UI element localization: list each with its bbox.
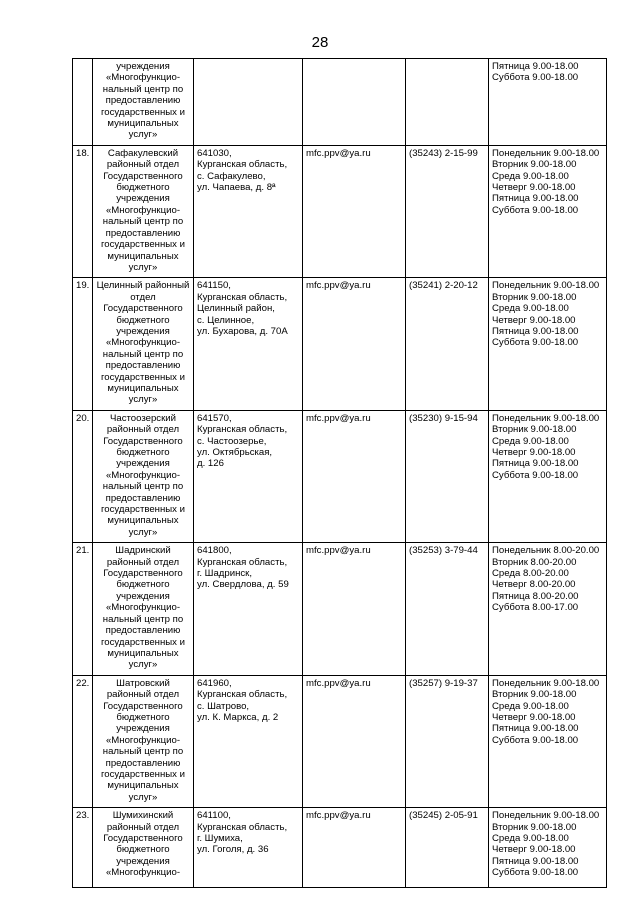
address-cell bbox=[194, 59, 303, 146]
row-number-cell: 23. bbox=[73, 808, 93, 888]
hours-cell: Понедельник 9.00-18.00 Вторник 9.00-18.00 Среда 9.00-18.00 Четверг 9.00-18.00 Пятница 9.00-18.00 Суббота 9.00-18.00 bbox=[489, 278, 607, 410]
row-number-cell: 20. bbox=[73, 410, 93, 542]
hours-cell: Понедельник 8.00-20.00 Вторник 8.00-20.00 Среда 8.00-20.00 Четверг 8.00-20.00 Пятница 8.00-20.00 Суббота 8.00-17.00 bbox=[489, 543, 607, 675]
phone-cell: (35253) 3-79-44 bbox=[406, 543, 489, 675]
row-number-cell bbox=[73, 59, 93, 146]
mfc-offices-table bbox=[72, 58, 607, 888]
hours-cell: Понедельник 9.00-18.00 Вторник 9.00-18.00 Среда 9.00-18.00 Четверг 9.00-18.00 Пятница 9.00-18.00 Суббота 9.00-18.00 bbox=[489, 410, 607, 542]
address-cell: 641150, Курганская область, Целинный район, с. Целинное, ул. Бухарова, д. 70А bbox=[194, 278, 303, 410]
address-cell: 641030, Курганская область, с. Сафакулево, ул. Чапаева, д. 8ª bbox=[194, 145, 303, 277]
hours-cell: Понедельник 9.00-18.00 Вторник 9.00-18.00 Среда 9.00-18.00 Четверг 9.00-18.00 Пятница 9.00-18.00 Суббота 9.00-18.00 bbox=[489, 808, 607, 888]
row-number-cell: 18. bbox=[73, 145, 93, 277]
hours-cell: Понедельник 9.00-18.00 Вторник 9.00-18.00 Среда 9.00-18.00 Четверг 9.00-18.00 Пятница 9.00-18.00 Суббота 9.00-18.00 bbox=[489, 145, 607, 277]
table-row bbox=[73, 675, 607, 807]
table-row bbox=[73, 808, 607, 888]
phone-cell: (35245) 2-05-91 bbox=[406, 808, 489, 888]
address-cell: 641570, Курганская область, с. Частоозерье, ул. Октябрьская, д. 126 bbox=[194, 410, 303, 542]
email-cell: mfc.ppv@ya.ru bbox=[303, 145, 406, 277]
office-name-cell: учреждения «Многофункцио- нальный центр по предоставлению государственных и муниципальных услуг» bbox=[93, 59, 194, 146]
email-cell: mfc.ppv@ya.ru bbox=[303, 808, 406, 888]
page-number: 28 bbox=[311, 34, 329, 51]
email-cell: mfc.ppv@ya.ru bbox=[303, 278, 406, 410]
row-number-cell: 22. bbox=[73, 675, 93, 807]
table-row bbox=[73, 145, 607, 277]
office-name-cell: Сафакулевский районный отдел Государственного бюджетного учреждения «Многофункцио- нальный центр по предоставлению государственных и муниципальных услуг» bbox=[93, 145, 194, 277]
hours-cell: Понедельник 9.00-18.00 Вторник 9.00-18.00 Среда 9.00-18.00 Четверг 9.00-18.00 Пятница 9.00-18.00 Суббота 9.00-18.00 bbox=[489, 675, 607, 807]
phone-cell: (35241) 2-20-12 bbox=[406, 278, 489, 410]
address-cell: 641800, Курганская область, г. Шадринск, ул. Свердлова, д. 59 bbox=[194, 543, 303, 675]
phone-cell: (35257) 9-19-37 bbox=[406, 675, 489, 807]
address-cell: 641100, Курганская область, г. Шумиха, ул. Гоголя, д. 36 bbox=[194, 808, 303, 888]
office-name-cell: Частоозерский районный отдел Государственного бюджетного учреждения «Многофункцио- нальный центр по предоставлению государственных и муниципальных услуг» bbox=[93, 410, 194, 542]
table-row-continuation bbox=[73, 59, 607, 146]
phone-cell: (35243) 2-15-99 bbox=[406, 145, 489, 277]
office-name-cell: Шумихинский районный отдел Государственного бюджетного учреждения «Многофункцио- bbox=[93, 808, 194, 888]
table-row bbox=[73, 543, 607, 675]
phone-cell bbox=[406, 59, 489, 146]
email-cell: mfc.ppv@ya.ru bbox=[303, 675, 406, 807]
table-row bbox=[73, 278, 607, 410]
email-cell bbox=[303, 59, 406, 146]
office-name-cell: Шатровский районный отдел Государственного бюджетного учреждения «Многофункцио- нальный центр по предоставлению государственных и муниципальных услуг» bbox=[93, 675, 194, 807]
row-number-cell: 21. bbox=[73, 543, 93, 675]
email-cell: mfc.ppv@ya.ru bbox=[303, 543, 406, 675]
email-cell: mfc.ppv@ya.ru bbox=[303, 410, 406, 542]
phone-cell: (35230) 9-15-94 bbox=[406, 410, 489, 542]
table-row bbox=[73, 410, 607, 542]
address-cell: 641960, Курганская область, с. Шатрово, ул. К. Маркса, д. 2 bbox=[194, 675, 303, 807]
row-number-cell: 19. bbox=[73, 278, 93, 410]
office-name-cell: Целинный районный отдел Государственного бюджетного учреждения «Многофункцио- нальный центр по предоставлению государственных и муниципальных услуг» bbox=[93, 278, 194, 410]
hours-cell: Пятница 9.00-18.00 Суббота 9.00-18.00 bbox=[489, 59, 607, 146]
office-name-cell: Шадринский районный отдел Государственного бюджетного учреждения «Многофункцио- нальный центр по предоставлению государственных и муниципальных услуг» bbox=[93, 543, 194, 675]
